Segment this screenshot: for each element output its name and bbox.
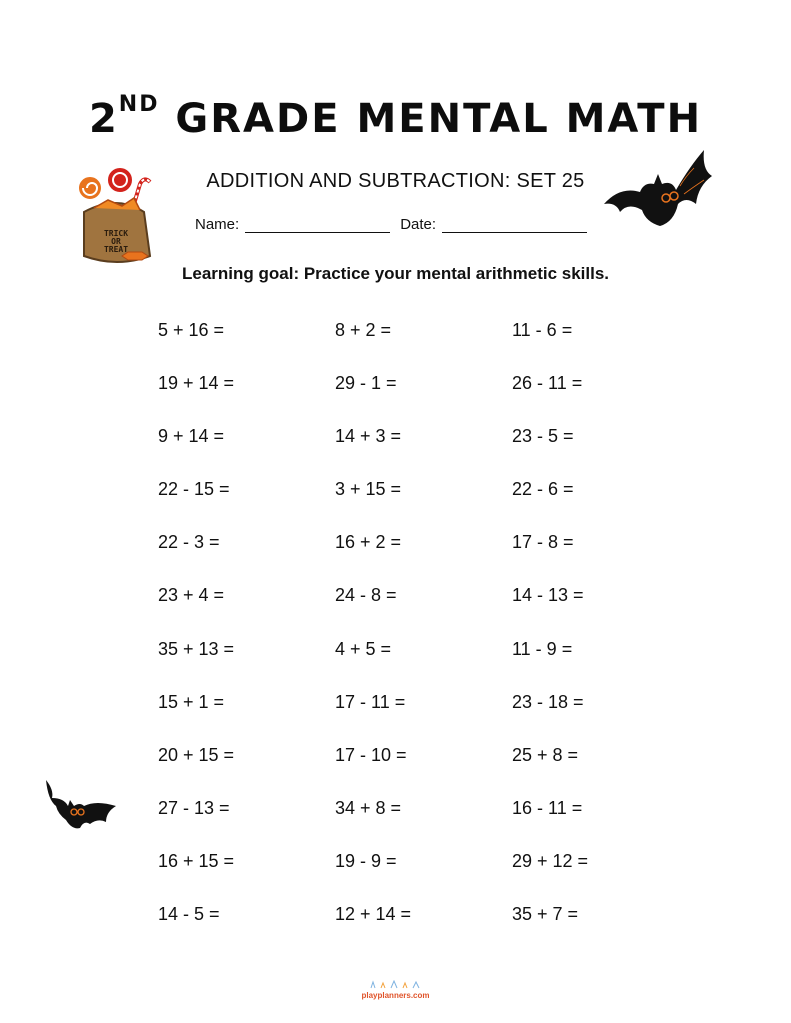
math-problem: 16 - 11 = (512, 797, 583, 818)
problems-grid (158, 318, 689, 955)
math-problem: 22 - 15 = (158, 479, 230, 500)
math-problem: 12 + 14 = (335, 904, 412, 925)
footer-brand (0, 980, 791, 1000)
title-text: GRADE MENTAL MATH (175, 96, 703, 142)
math-problem: 16 + 2 = (335, 532, 402, 553)
bat-icon-small (44, 776, 118, 832)
math-problem: 16 + 15 = (158, 850, 235, 871)
bat-icon-large (600, 146, 714, 230)
page-title (0, 92, 791, 142)
math-problem: 5 + 16 = (158, 320, 225, 340)
math-problem: 17 - 10 = (335, 744, 407, 765)
math-problem: 22 - 6 = (512, 479, 574, 500)
math-problem: 29 - 1 = (335, 373, 397, 394)
math-problem: 9 + 14 = (158, 426, 225, 447)
footer-text: playplanners.com (361, 991, 430, 1000)
math-problem: 8 + 2 = (335, 320, 392, 340)
math-problem: 35 + 7 = (512, 904, 579, 925)
math-problem: 25 + 8 = (512, 744, 579, 765)
math-problem: 23 + 4 = (158, 585, 225, 606)
math-problem: 27 - 13 = (158, 797, 230, 818)
learning-goal: Learning goal: Practice your mental arithmetic skills. (181, 264, 610, 283)
math-problem: 11 - 6 = (512, 320, 573, 340)
math-problem: 34 + 8 = (335, 797, 402, 818)
math-problem: 23 - 5 = (512, 426, 574, 447)
math-problem: 15 + 1 = (158, 691, 225, 712)
math-problem: 14 - 5 = (158, 904, 220, 925)
math-problem: 23 - 18 = (512, 691, 584, 712)
math-problem: 26 - 11 = (512, 373, 583, 394)
trick-or-treat-bag-icon (74, 164, 160, 268)
math-problem: 19 - 9 = (335, 850, 397, 871)
date-label: Date: (400, 216, 437, 233)
math-problem: 17 - 8 = (512, 532, 574, 553)
math-problem: 29 + 12 = (512, 850, 589, 871)
math-problem: 11 - 9 = (512, 638, 573, 659)
math-problem: 22 - 3 = (158, 532, 220, 553)
math-problem: 17 - 11 = (335, 691, 406, 712)
math-problem: 14 + 3 = (335, 426, 402, 447)
page-subtitle: ADDITION AND SUBTRACTION: SET 25 (206, 170, 585, 192)
svg-text:OR: OR (111, 237, 121, 246)
math-problem: 24 - 8 = (335, 585, 397, 606)
title-superscript: ND (118, 92, 160, 117)
sparkle-icon (361, 980, 431, 990)
title-number: 2 (88, 96, 119, 142)
math-problem: 14 - 13 = (512, 585, 584, 606)
math-problem: 19 + 14 = (158, 373, 235, 394)
math-problem: 4 + 5 = (335, 638, 392, 659)
name-label: Name: (195, 216, 240, 233)
math-problem: 35 + 13 = (158, 638, 235, 659)
svg-text:TREAT: TREAT (103, 245, 129, 254)
math-problem: 20 + 15 = (158, 744, 235, 765)
math-problem: 3 + 15 = (335, 479, 402, 500)
name-field[interactable] (245, 216, 390, 233)
name-date-fields (195, 216, 597, 233)
date-field[interactable] (442, 216, 587, 233)
svg-text:TRICK: TRICK (103, 229, 129, 238)
